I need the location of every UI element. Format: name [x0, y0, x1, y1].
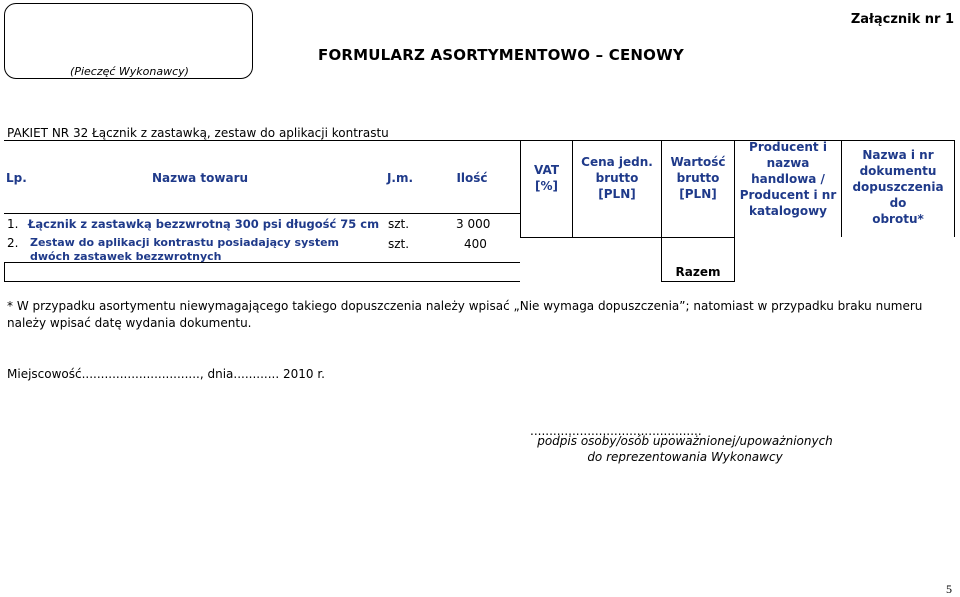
col-header-vat: VAT [%]: [533, 163, 559, 193]
package-title: PAKIET NR 32 Łącznik z zastawką, zestaw do aplikacji kontrastu: [7, 126, 389, 140]
row-name-line-2: dwóch zastawek bezzwrotnych: [30, 250, 222, 263]
col-header-name: Nazwa towaru: [151, 171, 249, 185]
form-title: FORMULARZ ASORTYMENTOWO – CENOWY: [318, 46, 684, 64]
row-unit: szt.: [388, 217, 410, 231]
row-unit: szt.: [388, 237, 410, 251]
col-header-doc: Nazwa i nr dokumentu dopuszczenia do obrotu*: [852, 148, 944, 226]
col-header-lp: Lp.: [6, 171, 27, 185]
col-header-unit: J.m.: [386, 171, 414, 185]
stamp-label: (Pieczęć Wykonawcy): [70, 65, 189, 78]
annex-label: Załącznik nr 1: [850, 12, 954, 27]
col-header-value: Wartość brutto [PLN]: [670, 155, 726, 201]
row-name: Łącznik z zastawką bezzwrotną 300 psi długość 75 cm: [28, 217, 380, 231]
col-header-producer: Producent i nazwa handlowa / Producent i nr katalogowy: [739, 140, 837, 218]
table-row: [4, 215, 520, 231]
row-lp: 2.: [7, 236, 19, 250]
page-number: 5: [946, 582, 952, 596]
row-qty: 400: [464, 237, 487, 251]
row-name-line-1: Zestaw do aplikacji kontrastu posiadający system: [30, 236, 339, 249]
row-lp: 1.: [7, 217, 19, 231]
table-row: [4, 234, 520, 262]
col-header-qty: Ilość: [456, 171, 488, 185]
signature-caption: [530, 433, 840, 465]
place-date-line: Miejscowość..............................., dnia............ 2010 r.: [7, 367, 325, 381]
signature-line-1: podpis osoby/osób upoważnionej/upoważnionych: [537, 434, 833, 448]
total-label: Razem: [675, 265, 721, 279]
signature-dots: .............................................: [530, 424, 702, 438]
row-qty: 3 000: [456, 217, 491, 231]
price-table: [0, 0, 960, 290]
signature-line-2: do reprezentowania Wykonawcy: [587, 450, 783, 464]
footnote: * W przypadku asortymentu niewymagającego takiego dopuszczenia należy wpisać „Nie wymaga dopuszczenia”; natomiast w przypadku braku numeru należy wpisać datę wydania dokumentu.: [7, 299, 923, 330]
col-header-unit-price: Cena jedn. brutto [PLN]: [581, 155, 653, 201]
